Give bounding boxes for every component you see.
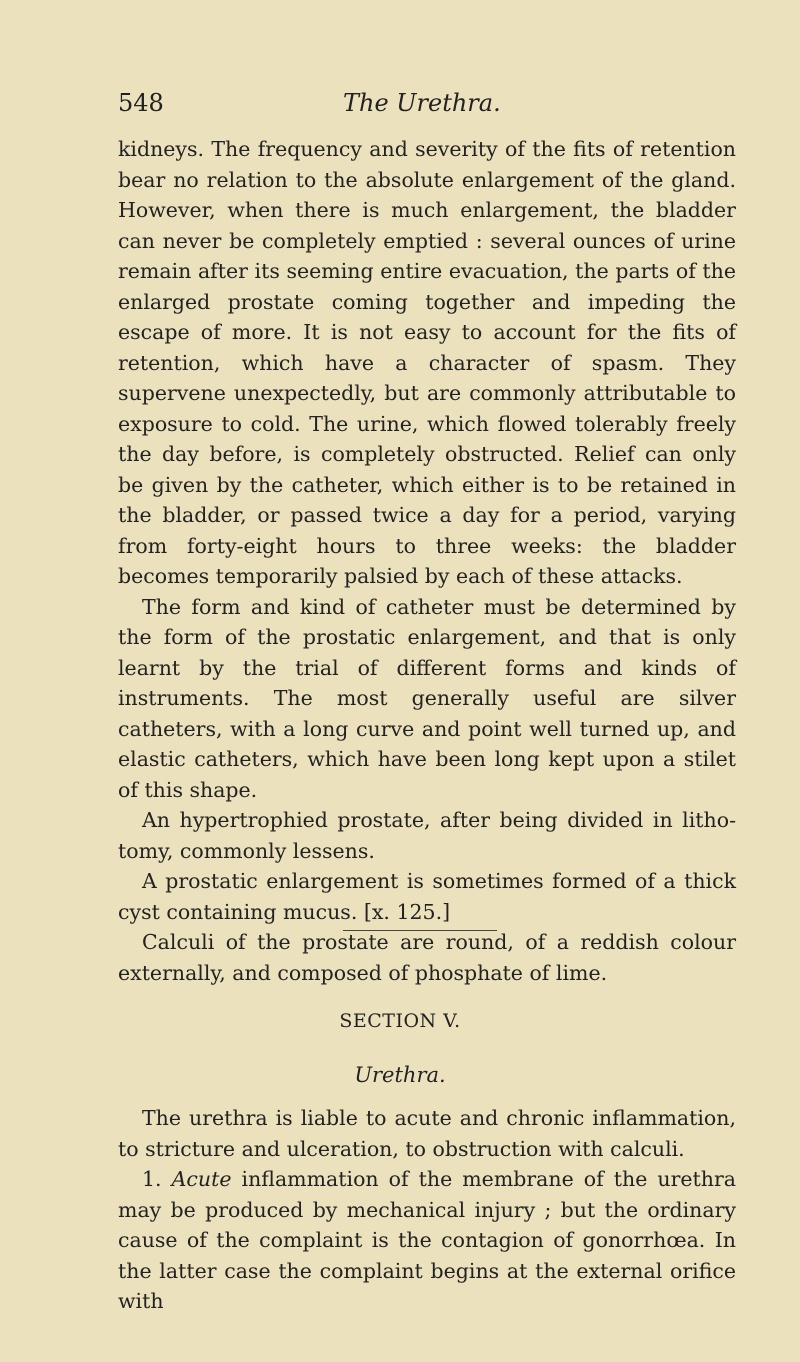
section-title: Urethra. bbox=[354, 1063, 446, 1087]
list-number: 1. bbox=[142, 1167, 162, 1191]
emphasis: Acute bbox=[171, 1167, 232, 1191]
paragraph: The form and kind of catheter must be determined by the form of the prostatic enlargement, and that is only learnt by the trial of different forms and kinds of instruments. The most generally useful are silver catheters, with a long curve and point well turned up, and elastic catheters, which have been long kept upon a stilet of this shape. bbox=[118, 594, 736, 802]
paragraph bbox=[118, 1164, 736, 1317]
paragraph: Calculi of the prostate are round, of a reddish colour externally, and composed of phosphate of lime. bbox=[118, 930, 736, 985]
paragraph: The urethra is liable to acute and chronic inflammation, to stricture and ulceration, to obstruction with calculi. bbox=[118, 1106, 736, 1161]
section-heading: SECTION V. bbox=[339, 1010, 461, 1032]
running-title: The Urethra. bbox=[343, 89, 501, 117]
paragraph: kidneys. The frequency and severity of the fits of retention bear no relation to the absolute enlargement of the gland. However, when there is much enlargement, the bladder can never be completely emptied : several ounces of urine remain after its seeming entire evacuation, the parts of the enlarged prostate coming together and impeding the escape of more. It is not easy to account for the fits of retention, which have a character of spasm. They supervene unexpectedly, but are commonly attributable to exposure to cold. The urine, which flowed tolerably freely the day before, is completely obstructed. Relief can only be given by the catheter, which either is to be retained in the bladder, or passed twice a day for a period, varying from forty-eight hours to three weeks: the bladder becomes temporarily palsied by each of these attacks. bbox=[118, 137, 736, 588]
section-body-text bbox=[118, 1103, 736, 1317]
paragraph-rest: inflammation of the membrane of the urethra may be produced by mechanical injury ; but the ordinary cause of the complaint is the contagion of gonorrhœa. In the latter case the complaint begins at the external orifice with bbox=[118, 1167, 736, 1313]
paragraph: An hypertrophied prostate, after being divided in litho- tomy, commonly lessens. bbox=[118, 808, 736, 863]
paragraph: A prostatic enlargement is sometimes formed of a thick cyst containing mucus. [x. 125.] bbox=[118, 869, 736, 924]
body-text bbox=[118, 134, 736, 988]
page-number: 548 bbox=[118, 89, 164, 117]
section-divider bbox=[343, 930, 497, 931]
